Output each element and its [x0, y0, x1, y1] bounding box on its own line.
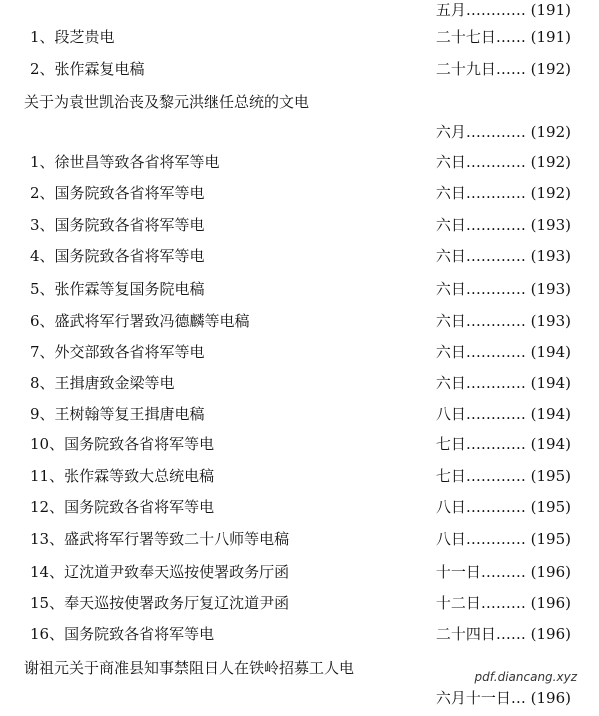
toc-item-date: 六日………… (193) [435, 216, 571, 234]
toc-item-title: 1、徐世昌等致各省将军等电 [30, 153, 220, 171]
toc-item-title: 7、外交部致各省将军等电 [30, 343, 205, 361]
toc-item-title: 1、段芝贵电 [30, 28, 115, 46]
toc-item-date: 七日………… (195) [435, 467, 571, 485]
toc-item-title: 10、国务院致各省将军等电 [30, 435, 215, 453]
toc-item-date: 十二日……… (196) [435, 594, 571, 612]
toc-item-date: 六日………… (193) [435, 280, 571, 298]
toc-item-title: 14、辽沈道尹致奉天巡按使署政务厅函 [30, 563, 290, 581]
toc-item-title: 12、国务院致各省将军等电 [30, 498, 215, 516]
toc-item-date: 六日………… (192) [435, 184, 571, 202]
toc-item-title: 8、王揖唐致金梁等电 [30, 374, 175, 392]
toc-item-title: 2、国务院致各省将军等电 [30, 184, 205, 202]
toc-item-date: 八日………… (195) [435, 530, 571, 548]
toc-item-date: 六日………… (192) [435, 153, 571, 171]
toc-item-date: 二十九日…… (192) [435, 60, 571, 78]
toc-item-title: 6、盛武将军行署致冯德麟等电稿 [30, 312, 250, 330]
toc-item-title: 15、奉天巡按使署政务厅复辽沈道尹函 [30, 594, 290, 612]
toc-item-title: 11、张作霖等致大总统电稿 [30, 467, 215, 485]
watermark-text: pdf.diancang.xyz [474, 670, 577, 684]
toc-item-date: 七日………… (194) [435, 435, 571, 453]
toc-item-date: 八日………… (194) [435, 405, 571, 423]
toc-item-date: 十一日……… (196) [435, 563, 571, 581]
toc-item-date: 六日………… (193) [435, 247, 571, 265]
toc-item-title: 13、盛武将军行署等致二十八师等电稿 [30, 530, 290, 548]
month-june-entry: 六月………… (192) [435, 123, 571, 141]
month-may-entry: 五月………… (191) [435, 1, 571, 19]
toc-item-date: 六日………… (194) [435, 374, 571, 392]
section-heading: 谢祖元关于商准县知事禁阻日人在铁岭招募工人电 [24, 659, 355, 677]
toc-item-date: 二十七日…… (191) [435, 28, 571, 46]
section-heading: 关于为袁世凯治丧及黎元洪继任总统的文电 [24, 93, 310, 111]
toc-item-date: 六日………… (193) [435, 312, 571, 330]
toc-item-date: 六月十一日… (196) [435, 689, 571, 707]
toc-item-title: 16、国务院致各省将军等电 [30, 625, 215, 643]
toc-item-title: 2、张作霖复电稿 [30, 60, 145, 78]
toc-item-date: 二十四日…… (196) [435, 625, 571, 643]
toc-item-title: 4、国务院致各省将军等电 [30, 247, 205, 265]
toc-item-date: 六日………… (194) [435, 343, 571, 361]
toc-item-title: 5、张作霖等复国务院电稿 [30, 280, 205, 298]
toc-item-title: 9、王树翰等复王揖唐电稿 [30, 405, 205, 423]
toc-item-date: 八日………… (195) [435, 498, 571, 516]
toc-item-title: 3、国务院致各省将军等电 [30, 216, 205, 234]
